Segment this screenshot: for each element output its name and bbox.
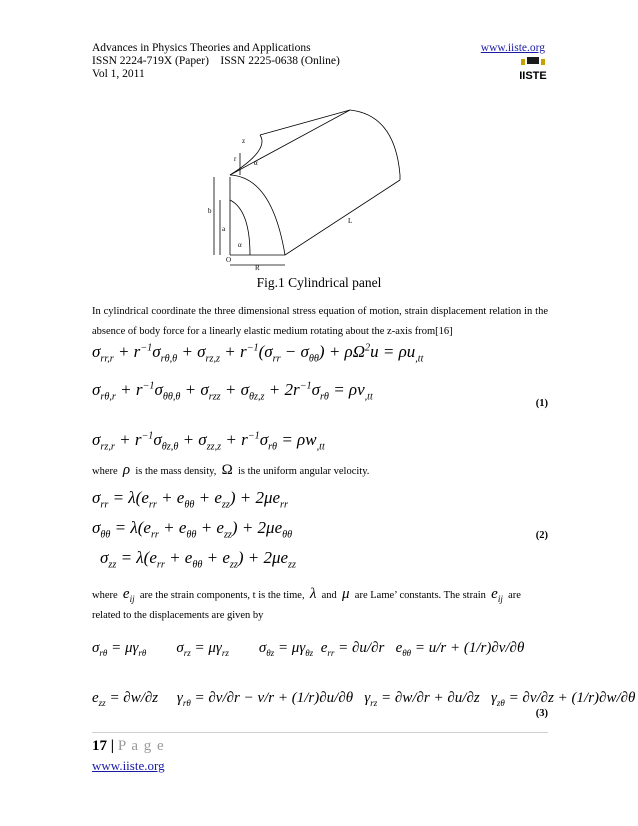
page-word: P a g e xyxy=(117,738,165,754)
footer-website-link[interactable]: www.iiste.org xyxy=(92,758,165,773)
equation-1-number: (1) xyxy=(535,398,548,409)
label-r: r xyxy=(234,155,237,163)
label-alpha-bottom: α xyxy=(238,241,242,249)
equation-1a: $\sigma_{rr,r} + r^{-1}\sigma_{r\theta,\theta} + \sigma_{rz,z} + r^{-1}(\sigma_{rr} - \sigma_{\theta\theta}) + \rho\Omega^2u = \rho u_{,tt}$ xyxy=(92,342,424,365)
equation-1c: $\sigma_{rz,r} + r^{-1}\sigma_{\theta z,\theta} + \sigma_{zz,z} + r^{-1}\sigma_{r\theta} = \rho w_{,tt}$ xyxy=(92,430,325,453)
label-O: O xyxy=(226,256,232,264)
journal-volume: Vol 1, 2011 xyxy=(92,68,145,80)
journal-issn: ISSN 2224-719X (Paper) ISSN 2225-0638 (Online) xyxy=(92,55,340,67)
header-website-link[interactable]: www.iiste.org xyxy=(480,42,545,54)
intro-paragraph: In cylindrical coordinate the three dimensional stress equation of motion, strain displacement relation in the absence of body force for a linearly elastic medium rotating about the z-axis from[16] xyxy=(92,306,548,337)
equation-2a: $\sigma_{rr} = \lambda(e_{rr} + e_{\theta\theta} + e_{zz}) + 2\mu e_{rr}$ xyxy=(92,488,288,511)
figure-caption: Fig.1 Cylindrical panel xyxy=(256,275,382,290)
equation-1b: $\sigma_{r\theta,r} + r^{-1}\sigma_{\theta\theta,\theta} + \sigma_{rzz} + \sigma_{\theta z,z} + 2r^{-1}\sigma_{r\theta} = \rho v_{,tt}$ xyxy=(92,380,373,403)
label-L: L xyxy=(348,217,353,225)
equation-3-number: (3) xyxy=(535,708,548,719)
where-density-line: where ρ is the mass density, Ω is the uniform angular velocity. xyxy=(92,462,370,478)
equation-2c: $\sigma_{zz} = \lambda(e_{rr} + e_{\theta\theta} + e_{zz}) + 2\mu e_{zz}$ xyxy=(100,548,296,571)
label-a: a xyxy=(222,225,226,233)
label-alpha-top: α xyxy=(254,159,258,167)
footer-divider xyxy=(92,732,548,733)
journal-header xyxy=(92,42,340,81)
where-strain-line: where $e_{ij}$ are the strain components, t is the time, λ and μ are Lame’ constants. The strain $e_{ij}$ are xyxy=(92,586,521,604)
iiste-logo xyxy=(519,57,547,83)
equation-2b: $\sigma_{\theta\theta} = \lambda(e_{rr} + e_{\theta\theta} + e_{zz}) + 2\mu e_{\theta\theta}$ xyxy=(92,518,293,541)
page-footer: 17 | P a g e xyxy=(92,738,165,754)
cylindrical-panel-figure xyxy=(200,105,430,270)
label-R: R xyxy=(255,264,260,270)
equation-2-number: (2) xyxy=(535,530,548,541)
page-number: 17 xyxy=(92,738,107,754)
logo-text: IISTE xyxy=(519,70,547,82)
label-z: z xyxy=(242,137,246,145)
equation-3b: $e_{zz} = \partial w/\partial z$ $\gamma_{r\theta} = \partial v/\partial r - v/r + (1/r)\partial u/\partial\theta$ $\gamma_{rz} = \partial w/\partial r + \partial u/\partial z$ $\gamma_{z\theta} = \partial v/\partial z + (1/r)\partial w/\partial\theta$ xyxy=(92,690,636,708)
label-b: b xyxy=(208,207,212,215)
journal-title: Advances in Physics Theories and Applications xyxy=(92,42,311,54)
where-strain-line-2: related to the displacements are given by xyxy=(92,610,264,621)
equation-3a: $\sigma_{r\theta} = \mu\gamma_{r\theta}$ $\sigma_{rz} = \mu\gamma_{rz}$ $\sigma_{\theta z} = \mu\gamma_{\theta z}$ $e_{rr} = \partial u/\partial r$ $e_{\theta\theta} = u/r + (1/r)\partial v/\partial\theta$ xyxy=(92,640,525,658)
